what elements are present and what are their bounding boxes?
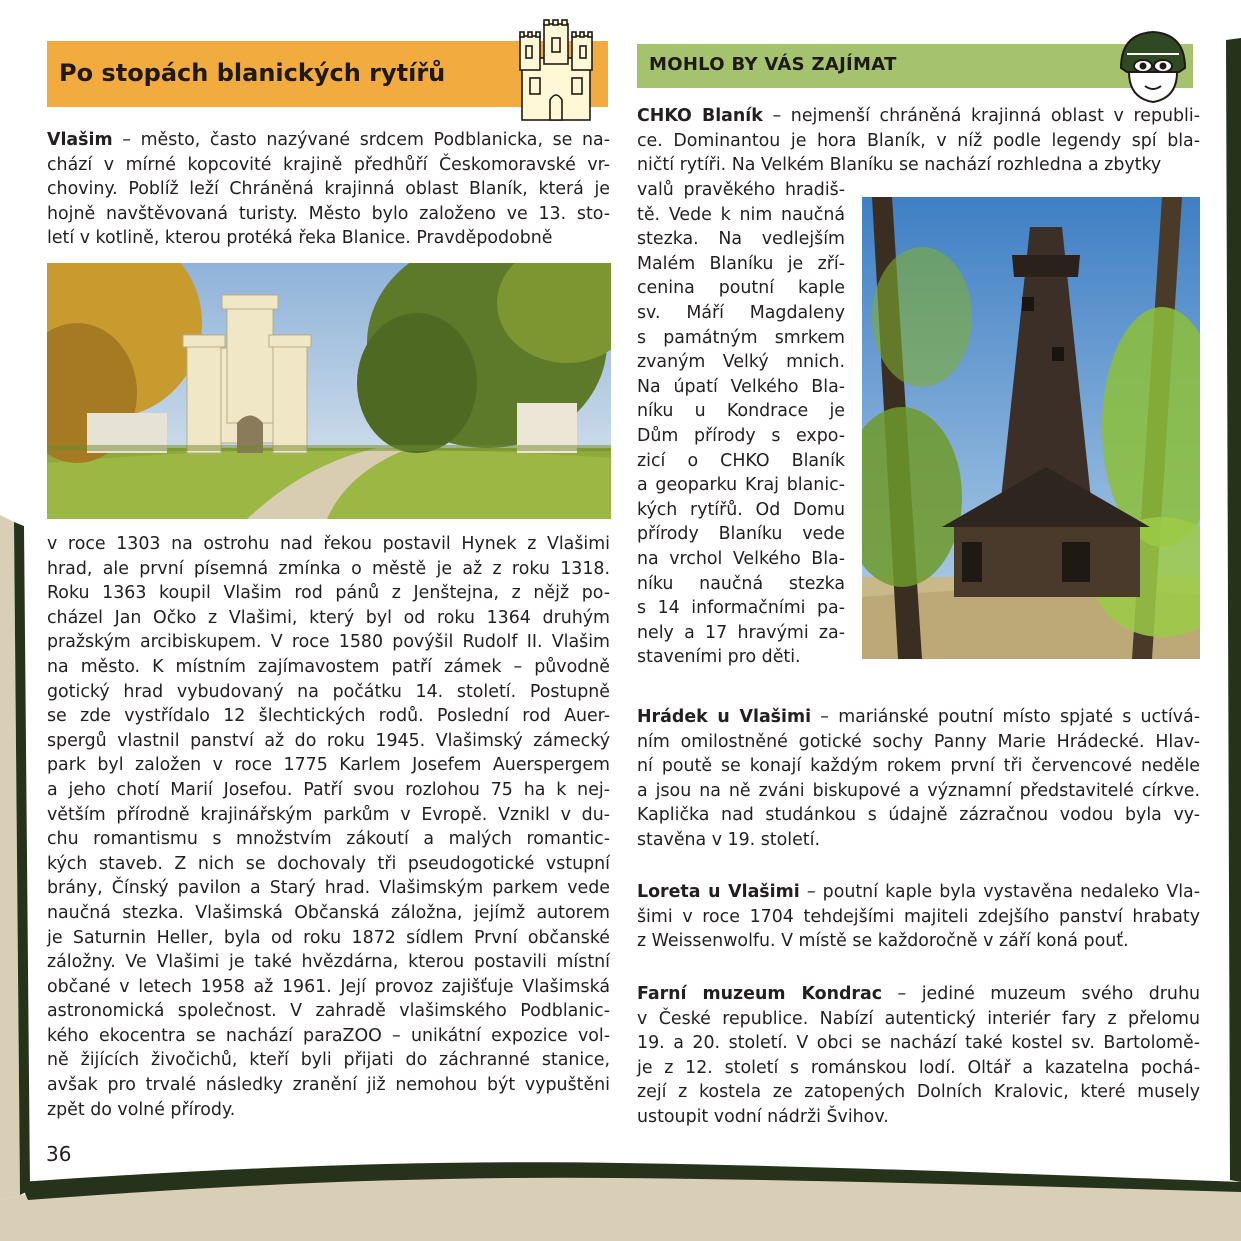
blanik-line: CHKO Blaník – nejmenší chráněná krajinná oblast v republi- [637,106,1200,126]
body-line: v roce 1303 na ostrohu nad řekou postavil Hynek z Vlašimi [47,534,610,554]
body-line: spergů vlastnil panství až do roku 1945. Vlašimský zámecký [47,730,610,751]
body-line: kých staveb. Z nich se dochovaly tři pseudogotické vstupní [47,853,610,874]
blanik-narrow-line: valů pravěkého hradiš- [637,180,845,200]
farni-muzeum-paragraph [637,982,1200,1130]
body-line: a jeho chotí Marií Josefou. Patří svou rozlohou 75 ha k nej- [47,779,610,800]
body-line: chu romantismu s množstvím zákoutí a malých romantic- [47,829,610,850]
blanik-narrow-line: Dům přírody s expo- [637,425,845,446]
blanik-narrow-line: přírody Blaníku vede [637,524,845,545]
blanik-line: ničtí rytíři. Na Velkém Blaníku se nachází rozhledna a zbytky [637,155,1162,176]
body-line: pražským arcibiskupem. V roce 1580 povýšil Rudolf II. Vlašim [47,632,610,653]
body-line: cházel Jan Očko z Vlašimi, který byl od roku 1364 druhým [47,607,610,628]
farni-line: ustoupit vodní nádrži Švihov. [637,1106,889,1127]
knight-helmet-icon [1113,28,1191,104]
page-number: 36 [46,1142,72,1166]
lookout-tower-photo [862,197,1200,659]
left-column-body [47,532,610,1122]
castle-icon [516,18,596,122]
blanik-narrow-line: cenina poutní kaple [637,278,845,299]
body-line: kého ekocentra se nachází paraZOO – unikátní expozice vol- [47,1025,610,1046]
body-line: gotický hrad vybudovaný na počátku 14. století. Postupně [47,681,610,702]
intro-line-3: choviny. Poblíž leží Chráněná krajinná oblast Blaník, která je [47,179,610,200]
blanik-narrow-line: s památným smrkem [637,327,845,348]
farni-line: 19. a 20. století. V obci se nachází také kostel sv. Bartolomě- [637,1033,1200,1054]
farni-line: zejí z kostela ze zatopených Dolních Kralovic, které musely [637,1082,1200,1103]
blanik-narrow-line: Na úpatí Velkého Bla- [637,376,845,397]
farni-line: je z 12. století s románskou lodí. Oltář a kazatelna pochá- [637,1057,1200,1078]
body-line: na město. K místním zajímavostem patří zámek – původně [47,656,610,677]
blanik-narrow-text [637,178,845,670]
blanik-line: ce. Dominantou je hora Blaník, v níž podle legendy spí bla- [637,130,1200,151]
body-line: se zde vystřídalo 12 šlechtických rodů. Poslední rod Auer- [47,706,610,727]
blanik-narrow-line: Malém Blaníku je zří- [637,253,845,274]
blanik-narrow-line: níku naučná stezka [637,573,845,594]
blanik-narrow-line: staveními pro děti. [637,647,801,668]
body-line: hrad, ale první písemná zmínka o městě je až z roku 1318. [47,558,610,579]
body-line: občané v letech 1958 až 1961. Její provoz zajišťuje Vlašimská [47,976,610,997]
blanik-narrow-line: zicí o CHKO Blaník [637,450,845,471]
body-line: Roku 1363 koupil Vlašim rod pánů z Jenštejna, z nějž po- [47,583,610,604]
body-line: je Saturnin Heller, byla od roku 1872 sídlem První občanské [47,927,610,948]
hradek-line: Kaplička nad studánkou s údajně zázračnou vodou byla vy- [637,805,1200,826]
blanik-narrow-line: kých rytířů. Od Domu [637,499,845,520]
blanik-narrow-line: a geoparku Kraj blanic- [637,475,845,496]
intro-line-1: Vlašim – město, často nazývané srdcem Podblanicka, se na- [47,130,610,150]
intro-line-2: chází v mírné kopcovité krajině předhůří Českomoravské vr- [47,154,610,175]
right-header-title: MOHLO BY VÁS ZAJÍMAT [649,54,897,75]
body-line: naučná stezka. Vlašimská Občanská záložna, jejímž autorem [47,902,610,923]
hradek-line: a jsou na ně zváni biskupové a významní představitelé církve. [637,780,1200,801]
body-line: park byl založen v roce 1775 Karlem Josefem Auerspergem [47,755,610,776]
loreta-line: z Weissenwolfu. V místě se každoročně v září koná pouť. [637,931,1129,952]
blanik-narrow-line: stezka. Na vedlejším [637,229,845,250]
loreta-line: Loreta u Vlašimi – poutní kaple byla vystavěna nedaleko Vla- [637,882,1200,902]
blanik-narrow-line: níku u Kondrace je [637,401,845,422]
blanik-narrow-line: zvaným Velký mnich. [637,352,845,373]
right-column [637,104,1200,178]
blanik-narrow-line: tě. Vede k nim naučná [637,204,845,225]
body-line: záložny. Ve Vlašimi je také hvězdárna, kterou postavili místní [47,952,610,973]
loreta-line: šimi v roce 1704 tehdejšími majiteli zdejšího panství hrabaty [637,906,1200,927]
body-line: brány, Čínský pavilon a Starý hrad. Vlašimským parkem vede [47,878,610,899]
farni-line: v České republice. Nabízí autentický interiér fary z přelomu [637,1008,1200,1029]
blanik-narrow-line: na vrchol Velkého Bla- [637,548,845,569]
hradek-line: ním omilostněné gotické sochy Panny Marie Hrádecké. Hlav- [637,731,1200,752]
castle-photo [47,263,611,519]
loreta-paragraph [637,880,1200,954]
hradek-line: ní poutě se konají každým rokem první tři červencové neděle [637,756,1200,777]
left-header-title: Po stopách blanických rytířů [59,59,446,87]
body-line: zpět do volné přírody. [47,1099,236,1120]
blanik-narrow-line: sv. Máří Magdaleny [637,302,845,323]
right-section-header [637,44,1193,88]
hradek-line: stavěna v 19. století. [637,829,820,850]
body-line: ně žijících živočichů, kteří byli přijati do záchranné stanice, [47,1050,610,1071]
hradek-paragraph [637,705,1200,853]
farni-line: Farní muzeum Kondrac – jediné muzeum svého druhu [637,984,1200,1004]
blanik-narrow-line: nely a 17 hravými za- [637,622,845,643]
blanik-narrow-line: s 14 informačními pa- [637,598,845,619]
intro-line-4: hojně navštěvovaná turisty. Město bylo založeno ve 13. sto- [47,203,610,224]
body-line: avšak pro trvalé následky zranění již nemohou být vypuštěni [47,1075,610,1096]
body-line: astronomická společnost. V zahradě vlašimského Podblanic- [47,1001,610,1022]
hradek-line: Hrádek u Vlašimi – mariánské poutní místo spjaté s uctívá- [637,707,1200,727]
intro-line-5: letí v kotlině, kterou protéká řeka Blanice. Pravděpodobně [47,228,553,249]
body-line: větším přírodně krajinářským parkům v Evropě. Vznikl v du- [47,804,610,825]
left-column [47,128,610,251]
